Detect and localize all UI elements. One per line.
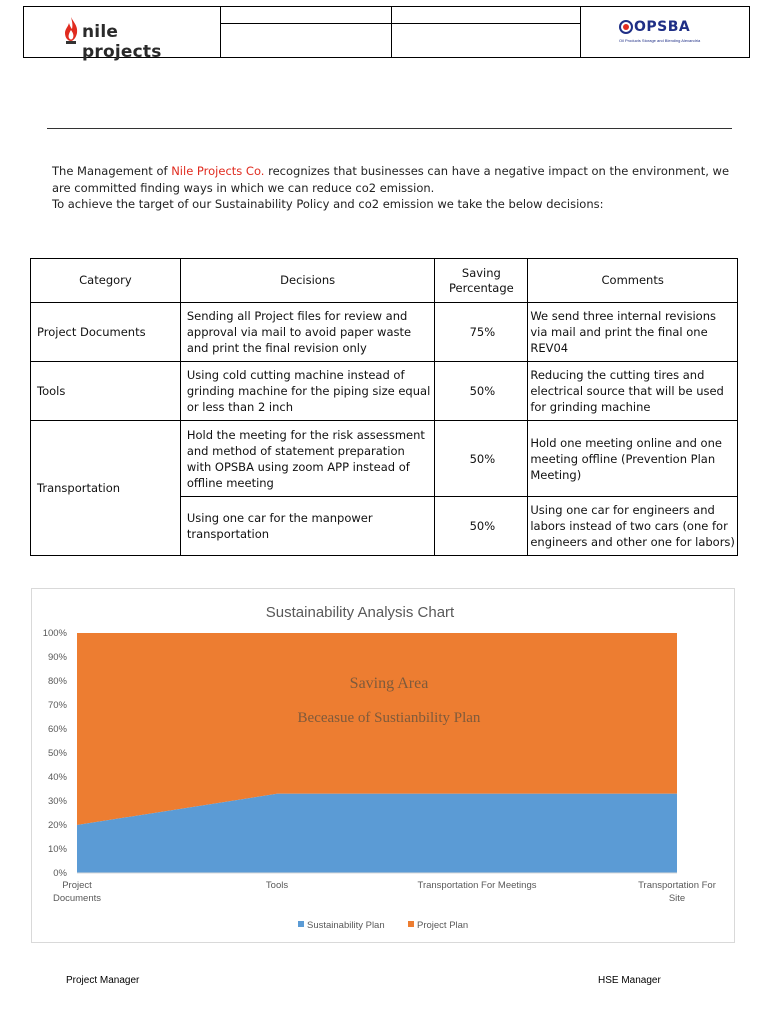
legend-label: Sustainability Plan — [307, 920, 385, 931]
y-tick-label: 30% — [47, 796, 67, 807]
row-decision: Sending all Project files for review and approval via mail to avoid paper waste and print the final revision only — [180, 303, 435, 362]
row-category: Tools — [31, 362, 181, 421]
row-decision: Using cold cutting machine instead of grinding machine for the piping size equal or less than 2 inch — [180, 362, 435, 421]
header-saving: Saving Percentage — [435, 259, 528, 303]
table-header-row — [31, 259, 738, 303]
y-tick-label: 40% — [47, 772, 67, 783]
row-saving: 75% — [435, 303, 528, 362]
chart-canvas — [32, 589, 736, 944]
client-logo — [619, 19, 719, 47]
x-tick-label: Project Documents — [52, 880, 102, 904]
client-logo-text: OPSBA — [634, 19, 691, 35]
row-comment: Reducing the cutting tires and electrical source that will be used for grinding machine — [528, 362, 738, 421]
y-tick-label: 0% — [53, 868, 67, 879]
annotation-sustainability-plan: Beceasue of Sustianbility Plan — [297, 710, 481, 726]
header-category: Category — [31, 259, 181, 303]
table-row — [31, 421, 738, 497]
row-category: Project Documents — [31, 303, 181, 362]
table-row — [31, 362, 738, 421]
row-comment: Using one car for engineers and labors instead of two cars (one for engineers and other one for labors) — [528, 497, 738, 556]
decisions-table — [30, 258, 738, 556]
legend-label: Project Plan — [417, 920, 469, 931]
row-comment: We send three internal revisions via mail and print the final one REV04 — [528, 303, 738, 362]
globe-icon — [619, 20, 633, 34]
row-decision: Hold the meeting for the risk assessment and method of statement preparation with OPSBA using zoom APP instead of offline meeting — [180, 421, 435, 497]
row-saving: 50% — [435, 421, 528, 497]
row-decision: Using one car for the manpower transportation — [180, 497, 435, 556]
header-decisions: Decisions — [180, 259, 435, 303]
table-row — [31, 303, 738, 362]
legend-swatch — [408, 921, 414, 927]
header-blank-cell-1 — [221, 7, 392, 57]
row-comment: Hold one meeting online and one meeting offline (Prevention Plan Meeting) — [528, 421, 738, 497]
y-tick-label: 10% — [47, 844, 67, 855]
y-tick-label: 90% — [47, 652, 67, 663]
legend-swatch — [298, 921, 304, 927]
divider — [47, 128, 732, 129]
sustainability-chart — [31, 588, 735, 943]
row-saving: 50% — [435, 362, 528, 421]
y-tick-label: 60% — [47, 724, 67, 735]
y-tick-label: 50% — [47, 748, 67, 759]
company-logo — [62, 16, 202, 62]
row-category: Transportation — [31, 421, 181, 556]
chart-title: Sustainability Analysis Chart — [265, 604, 455, 621]
y-tick-label: 20% — [47, 820, 67, 831]
flame-icon — [62, 16, 80, 46]
intro-line-2: To achieve the target of our Sustainability Policy and co2 emission we take the below decisions: — [52, 197, 604, 211]
y-tick-label: 70% — [47, 700, 67, 711]
x-tick-label: Transportation For Site — [638, 880, 716, 904]
client-logo-cell — [581, 7, 749, 57]
document-header — [23, 6, 750, 62]
x-tick-label: Transportation For Meetings — [417, 880, 537, 891]
company-logo-text: nile projects — [82, 22, 162, 62]
intro-paragraph — [52, 163, 732, 213]
x-tick-label: Tools — [265, 880, 289, 891]
project-manager-signature: Project Manager — [66, 975, 140, 986]
annotation-saving-area: Saving Area — [349, 675, 429, 692]
client-logo-subtext: Oil Products Storage and Blending Alexandria — [619, 38, 701, 43]
row-saving: 50% — [435, 497, 528, 556]
header-comments: Comments — [528, 259, 738, 303]
y-tick-label: 80% — [47, 676, 67, 687]
hse-manager-signature: HSE Manager — [598, 975, 661, 986]
company-name: Nile Projects Co. — [171, 164, 265, 178]
header-blank-cell-2 — [392, 7, 581, 57]
intro-text-after: recognizes that businesses can have a negative impact on the environment, we are committed finding ways in which we can reduce co2 emission. — [52, 164, 730, 195]
y-tick-label: 100% — [42, 628, 67, 639]
company-logo-cell — [24, 7, 221, 62]
intro-text-before: The Management of — [52, 164, 172, 178]
